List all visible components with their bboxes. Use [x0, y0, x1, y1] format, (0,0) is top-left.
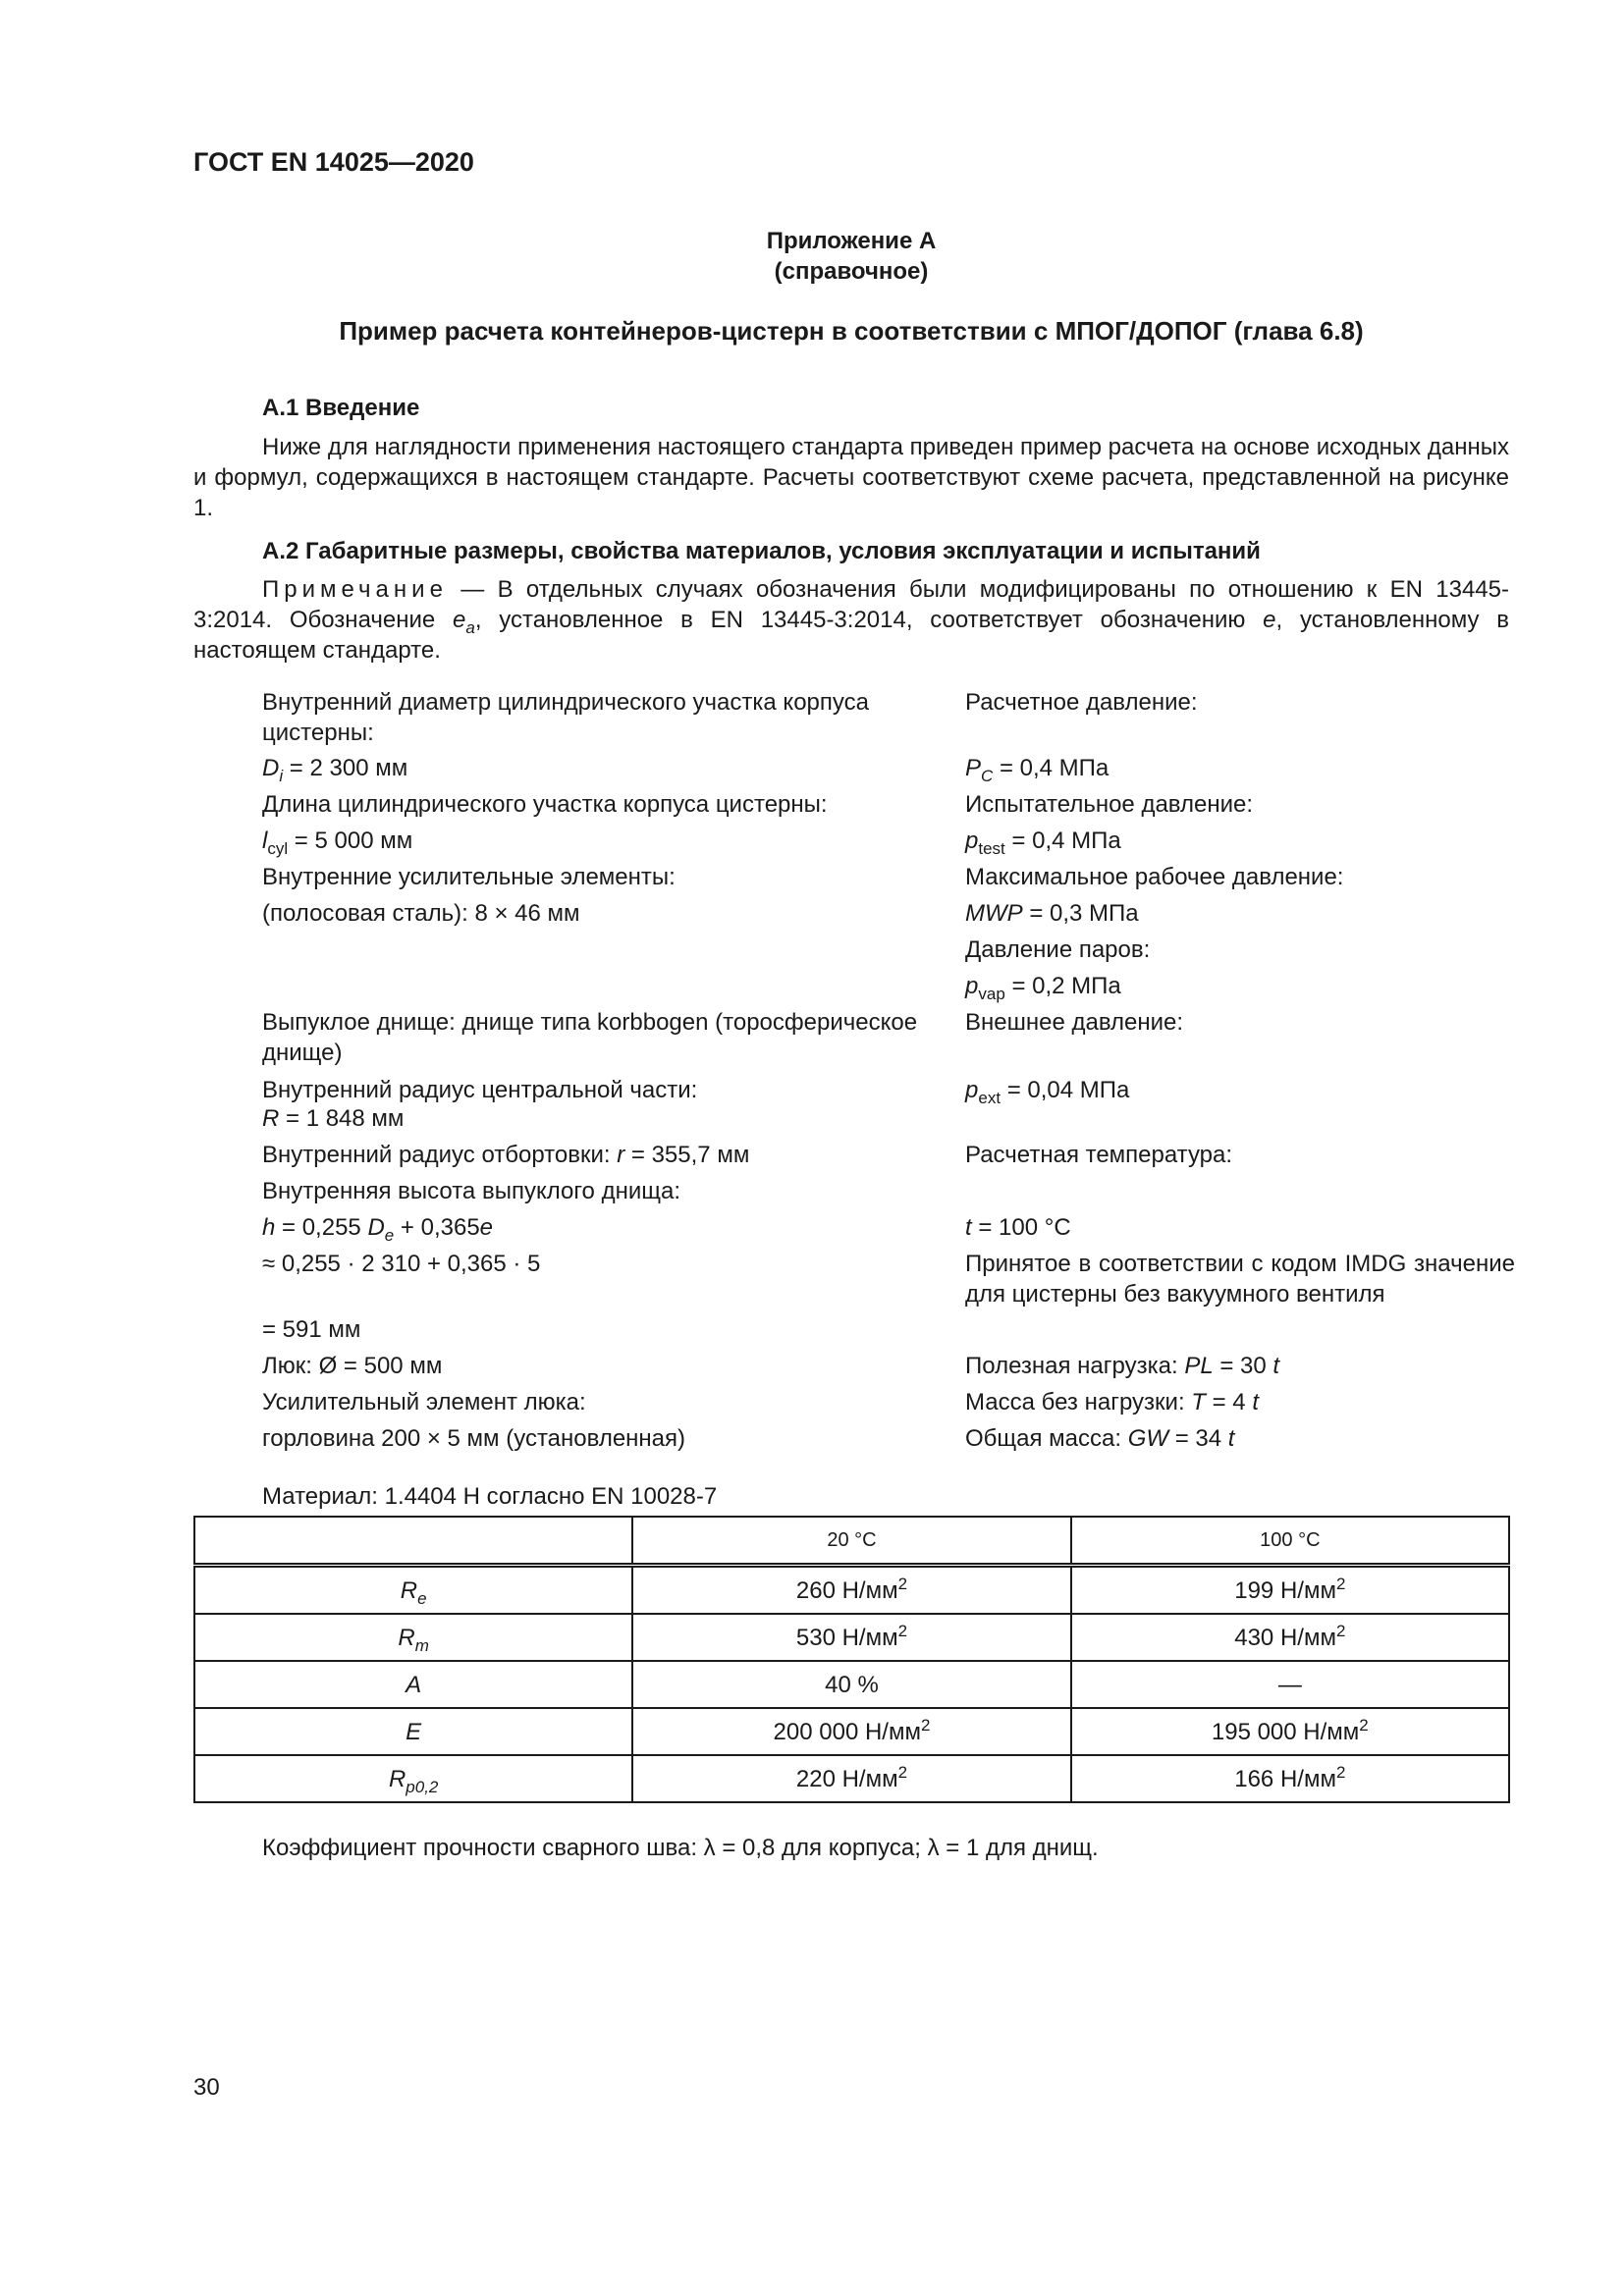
length-label: Длина цилиндрического участка корпуса цистерны:: [262, 791, 828, 818]
material-properties-table: [193, 1516, 1510, 1803]
table-row: [194, 1755, 1509, 1802]
manhole-reinf-value: горловина 200 × 5 мм (установленная): [262, 1425, 686, 1452]
calc-temp-value: t = 100 °C: [965, 1214, 1071, 1241]
table-row: [194, 1708, 1509, 1755]
section-a2-note: Примечание — В отдельных случаях обозначения были модифицированы по отношению к EN 13445-3:2014. Обозначение $e_a$, установленное в EN 13445-3:2014, соответствует обозначению e, установленному в настоящем стандарте.: [193, 576, 1510, 664]
gross-mass: Общая масса: GW = 34 t: [965, 1425, 1235, 1452]
vapour-pressure-label: Давление паров:: [965, 936, 1151, 963]
value-20c: 260 $Н/мм^2$: [632, 1566, 1070, 1615]
imdg-note: Принятое в соответствии с кодом IMDG значение для цистерны без вакуумного вентиля: [965, 1251, 1515, 1308]
length-value: $l_{cyl} = 5$ 000 мм: [262, 828, 413, 858]
test-pressure-label: Испытательное давление:: [965, 791, 1254, 818]
mwp-label: Максимальное рабочее давление:: [965, 864, 1344, 890]
stiffener-value: (полосовая сталь): 8 × 46 мм: [262, 900, 580, 927]
payload: Полезная нагрузка: PL = 30 t: [965, 1353, 1280, 1379]
table-header-cell: 100 °C: [1071, 1517, 1509, 1566]
value-100c: 195 000 $Н/мм^2$: [1071, 1708, 1509, 1755]
section-a1-title: А.1 Введение: [262, 395, 420, 421]
value-20c: 200 000 $Н/мм^2$: [632, 1708, 1070, 1755]
stiffener-label: Внутренние усилительные элементы:: [262, 864, 676, 890]
annex-heading: Пример расчета контейнеров-цистерн в соответствии с МПОГ/ДОПОГ (глава 6.8): [339, 316, 1364, 346]
manhole: Люк: Ø = 500 мм: [262, 1353, 443, 1379]
value-20c: 40 %: [632, 1661, 1070, 1708]
value-100c: 166 $Н/мм^2$: [1071, 1755, 1509, 1802]
manhole-reinf-label: Усилительный элемент люка:: [262, 1389, 586, 1415]
external-pressure-value: $p_{ext} = 0,04$ МПа: [965, 1077, 1130, 1107]
tare-mass: Масса без нагрузки: T = 4 t: [965, 1389, 1259, 1415]
property-symbol: E: [194, 1708, 632, 1755]
weld-factor: Коэффициент прочности сварного шва: λ = 0,8 для корпуса; λ = 1 для днищ.: [262, 1835, 1099, 1861]
external-pressure-label: Внешнее давление:: [965, 1009, 1184, 1036]
section-a1-text: Ниже для наглядности применения настоящего стандарта приведен пример расчета на основе исходных данных и формул, содержащихся в настоящем стандарте. Расчеты соответствуют схеме расчета, представленной на рисунке 1.: [193, 434, 1509, 521]
property-symbol: $R_m$: [194, 1614, 632, 1661]
note-dash: —: [447, 576, 498, 603]
head-height-label: Внутренняя высота выпуклого днища:: [262, 1178, 680, 1204]
diameter-label: Внутренний диаметр цилиндрического участка корпуса цистерны:: [262, 689, 869, 746]
annex-title: Приложение А: [766, 228, 937, 254]
knuckle-radius: Внутренний радиус отбортовки: r = 355,7 мм: [262, 1142, 750, 1168]
table-header-cell: 20 °C: [632, 1517, 1070, 1566]
note-label: Примечание: [262, 576, 448, 603]
section-a2-title: А.2 Габаритные размеры, свойства материалов, условия эксплуатации и испытаний: [262, 538, 1261, 564]
calc-pressure-label: Расчетное давление:: [965, 689, 1198, 716]
head-height-approx: ≈ 0,255 · 2 310 + 0,365 · 5: [262, 1251, 541, 1277]
value-100c: 199 $Н/мм^2$: [1071, 1566, 1509, 1615]
vapour-pressure-value: $p_{vap} = 0,2$ МПа: [965, 973, 1121, 1003]
value-100c: —: [1071, 1661, 1509, 1708]
crown-radius-value: R = 1 848 мм: [262, 1105, 405, 1132]
property-symbol: $R_{p0,2}$: [194, 1755, 632, 1802]
table-row: [194, 1566, 1509, 1615]
material-label: Материал: 1.4404 H согласно EN 10028-7: [262, 1483, 718, 1510]
crown-radius-label: Внутренний радиус центральной части:: [262, 1077, 698, 1103]
document-code: ГОСТ EN 14025—2020: [193, 147, 474, 177]
calc-pressure-value: $P_C = 0,4$ МПа: [965, 755, 1110, 785]
value-20c: 220 $Н/мм^2$: [632, 1755, 1070, 1802]
page-number: 30: [193, 2074, 220, 2101]
property-symbol: $R_e$: [194, 1566, 632, 1615]
calc-temp-label: Расчетная температура:: [965, 1142, 1233, 1168]
annex-type: (справочное): [774, 258, 929, 285]
head-height-formula: h = 0,255 $D_e + 0,365e$: [262, 1214, 494, 1245]
head-type: Выпуклое днище: днище типа korbbogen (торосферическое днище): [262, 1009, 918, 1066]
value-20c: 530 $Н/мм^2$: [632, 1614, 1070, 1661]
table-header-cell: [194, 1517, 632, 1566]
diameter-value: $D_i = 2$ 300 мм: [262, 755, 408, 785]
head-height-result: = 591 мм: [262, 1316, 361, 1343]
test-pressure-value: $p_{test} = 0,4$ МПа: [965, 828, 1121, 858]
property-symbol: A: [194, 1661, 632, 1708]
value-100c: 430 $Н/мм^2$: [1071, 1614, 1509, 1661]
mwp-value: MWP = 0,3 МПа: [965, 900, 1139, 927]
table-header-row: [194, 1517, 1509, 1566]
table-row: [194, 1661, 1509, 1708]
table-row: [194, 1614, 1509, 1661]
